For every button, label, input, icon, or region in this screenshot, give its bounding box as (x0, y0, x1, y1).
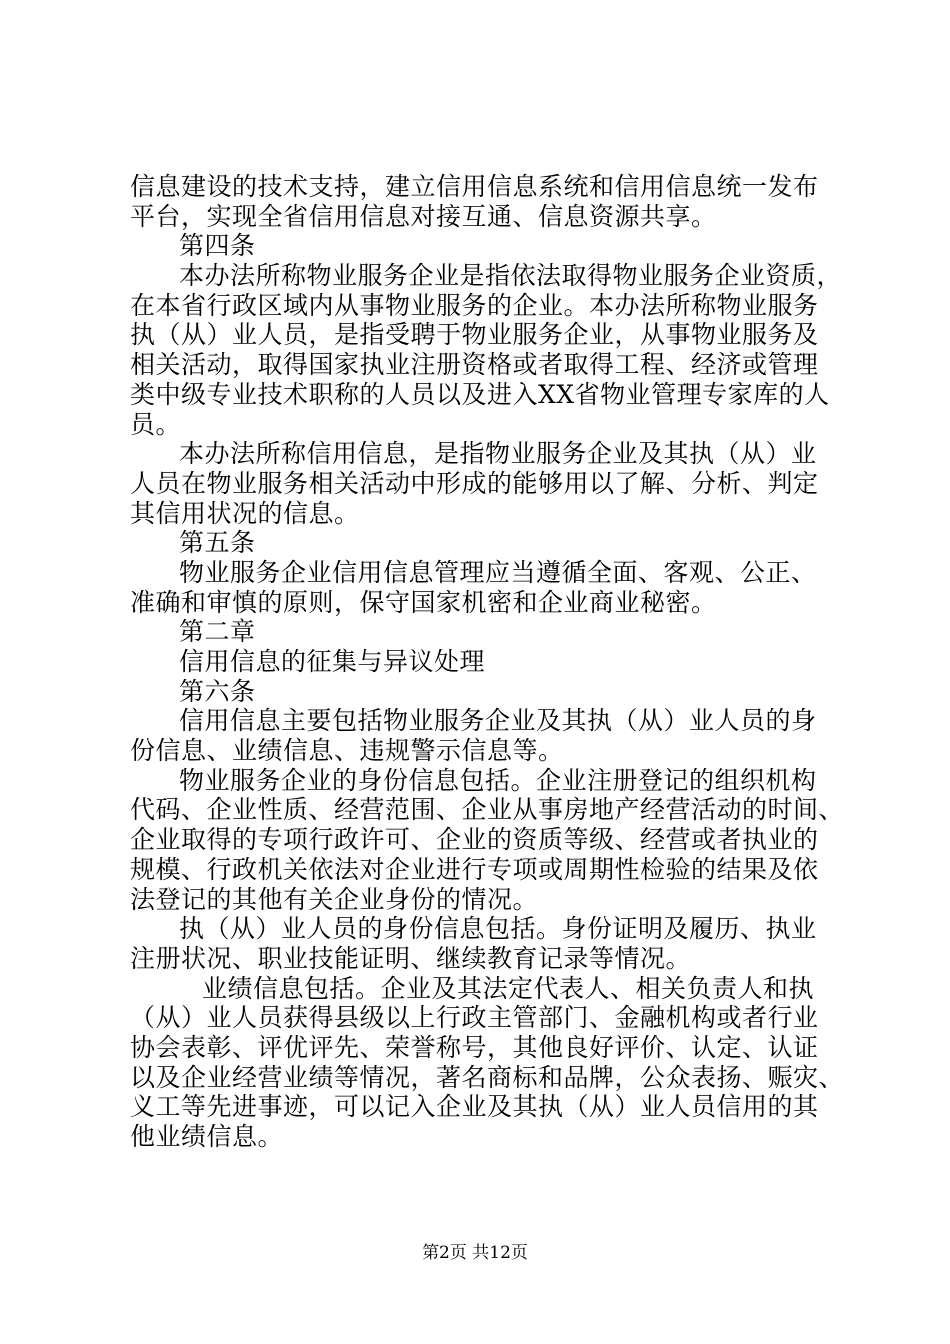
paragraph-line: 类中级专业技术职称的人员以及进入XX省物业管理专家库的人 (130, 379, 830, 409)
paragraph-line: 物业服务企业信用信息管理应当遵循全面、客观、公正、 (179, 557, 817, 587)
paragraph-line: 平台，实现全省信用信息对接互通、信息资源共享。 (130, 201, 717, 231)
paragraph-line: 相关活动，取得国家执业注册资格或者取得工程、经济或管理 (130, 350, 819, 380)
paragraph-line: 业绩信息包括。企业及其法定代表人、相关负责人和执 (202, 973, 815, 1003)
paragraph-line: 以及企业经营业绩等情况，著名商标和品牌，公众表扬、赈灾、 (130, 1062, 845, 1092)
article-heading: 第五条 (179, 528, 256, 558)
paragraph-line: 执（从）业人员的身份信息包括。身份证明及履历、执业 (179, 914, 817, 944)
article-heading: 第六条 (179, 676, 256, 706)
paragraph-line: 本办法所称物业服务企业是指依法取得物业服务企业资质， (179, 261, 843, 291)
paragraph-line: 信用信息主要包括物业服务企业及其执（从）业人员的身 (179, 706, 817, 736)
paragraph-line: 信息建设的技术支持，建立信用信息系统和信用信息统一发布 (130, 172, 819, 201)
paragraph-line: 物业服务企业的身份信息包括。企业注册登记的组织机构 (179, 765, 817, 795)
paragraph-line: 本办法所称信用信息，是指物业服务企业及其执（从）业 (179, 439, 817, 469)
paragraph-line: 注册状况、职业技能证明、继续教育记录等情况。 (130, 943, 692, 973)
paragraph-line: 准确和审慎的原则，保守国家机密和企业商业秘密。 (130, 587, 717, 617)
paragraph-line: 执（从）业人员，是指受聘于物业服务企业，从事物业服务及 (130, 320, 819, 350)
paragraph-line: 在本省行政区域内从事物业服务的企业。本办法所称物业服务 (130, 290, 819, 320)
paragraph-line: 法登记的其他有关企业身份的情况。 (130, 884, 539, 914)
paragraph-line: 他业绩信息。 (130, 1122, 284, 1151)
paragraph-line: 份信息、业绩信息、违规警示信息等。 (130, 736, 564, 766)
paragraph-line: 其信用状况的信息。 (130, 498, 360, 528)
chapter-title: 信用信息的征集与异议处理 (179, 647, 486, 676)
paragraph-line: 规模、行政机关依法对企业进行专项或周期性检验的结果及依 (130, 854, 819, 884)
page-number-footer: 第2页 共12页 (422, 1243, 528, 1263)
document-body (130, 172, 845, 1152)
paragraph-line: （从）业人员获得县级以上行政主管部门、金融机构或者行业 (130, 1003, 819, 1033)
paragraph-line: 企业取得的专项行政许可、企业的资质等级、经营或者执业的 (130, 825, 819, 855)
paragraph-line: 协会表彰、评优评先、荣誉称号，其他良好评价、认定、认证 (130, 1032, 819, 1062)
paragraph-line: 义工等先进事迹，可以记入企业及其执（从）业人员信用的其 (130, 1092, 819, 1122)
paragraph-line: 员。 (130, 409, 182, 439)
paragraph-line: 人员在物业服务相关活动中形成的能够用以了解、分析、判定 (130, 468, 819, 498)
chapter-heading: 第二章 (179, 617, 256, 647)
paragraph-line: 代码、企业性质、经营范围、企业从事房地产经营活动的时间、 (130, 795, 845, 825)
article-heading: 第四条 (179, 231, 256, 261)
